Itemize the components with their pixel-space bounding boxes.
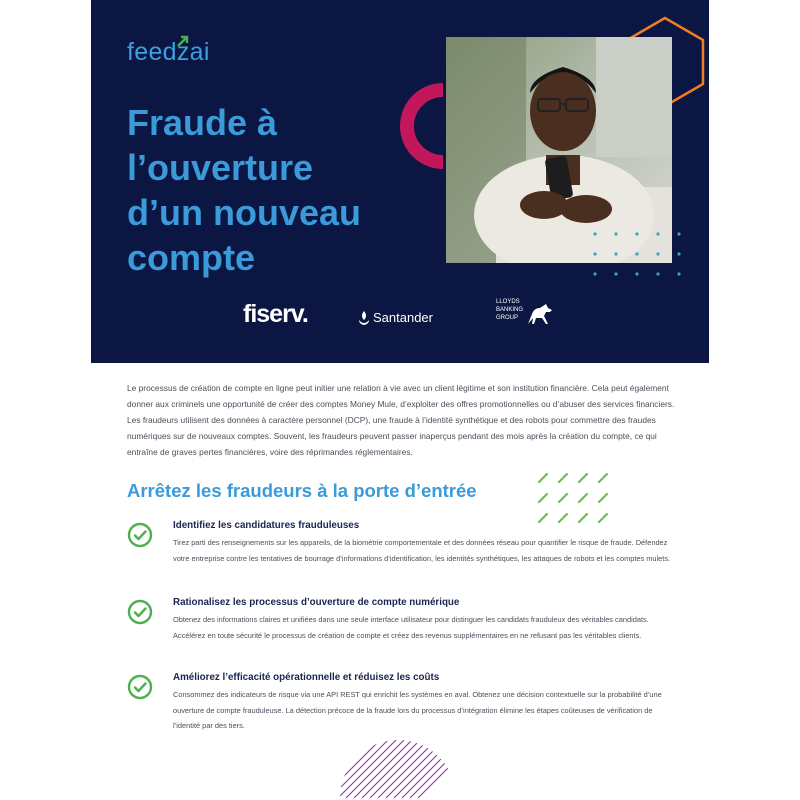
title-line: l’ouverture	[127, 147, 314, 188]
hero-banner	[91, 0, 709, 363]
section-title: Arrêtez les fraudeurs à la porte d’entrée	[127, 480, 477, 501]
lloyds-text: BANKING	[496, 307, 524, 313]
feature-title: Améliorez l’efficacité opérationnelle et réduisez les coûts	[173, 672, 440, 683]
check-circle-icon	[127, 522, 153, 548]
logo-arrow-icon	[177, 35, 189, 47]
feature-title: Identifiez les candidatures frauduleuses	[173, 520, 360, 531]
feature-description: Obtenez des informations claires et unifiées dans une seule interface utilisateur pour distinguer les candidats frauduleux des véritables candidats. Accélérez en toute sécurité le processus de création de compte et créez des revenus supplémentaires en ne refusant pas les véritables clients.	[173, 615, 649, 640]
feature-description: Tirez parti des renseignements sur les appareils, de la biométrie comportementale et des données réseau pour quantifier le risque de fraude. Défendez votre entreprise contre les tentatives de bourrage d’informations d’identification, les identités synthétiques, les attaques de robots et les comptes mulets.	[173, 538, 671, 563]
feature-description: Consommez des indicateurs de risque via une API REST qui enrichit les systèmes en aval. Obtenez une décision contextuelle sur la probabilité d’une ouverture de compte frauduleuse. La détection précoce de la fraude lors du processus d’intégration élimine les étapes coûteuses de vérification de l’identité par des tiers.	[173, 690, 662, 731]
feature-title: Rationalisez les processus d’ouverture de compte numérique	[173, 597, 460, 608]
check-circle-icon	[127, 674, 153, 700]
feature-item	[127, 672, 677, 736]
dot-grid-decoration	[589, 228, 689, 280]
partner-logos	[91, 296, 709, 338]
striped-circle-decoration	[338, 738, 458, 800]
document-page	[91, 0, 709, 800]
fiserv-logo: fiserv.	[243, 300, 308, 328]
black-horse-icon	[524, 300, 556, 328]
feature-item	[127, 597, 677, 661]
lloyds-text: LLOYDS	[496, 299, 520, 305]
santander-logo: Santander	[373, 310, 433, 325]
page-title	[127, 100, 427, 280]
title-line: Fraude à	[127, 102, 278, 143]
feedzai-logo: feedzai	[127, 38, 210, 66]
feature-item	[127, 520, 677, 584]
santander-flame-icon	[357, 310, 371, 326]
lloyds-text: GROUP	[496, 315, 519, 321]
title-line: compte	[127, 237, 256, 278]
check-circle-icon	[127, 599, 153, 625]
green-slash-decoration	[535, 468, 615, 528]
intro-paragraph: Le processus de création de compte en ligne peut initier une relation à vie avec un client légitime et son institution financière. Cela peut également donner aux criminels une opportunité de créer des comptes Money Mule, d’exploiter des offres promotionnelles ou d’abuser des services financiers. Les fraudeurs utilisent des données à caractère personnel (DCP), une fraude à l’identité synthétique et des robots pour commettre des fraudes numériques sur de nouveaux comptes. Souvent, les fraudeurs peuvent passer inaperçus pendant des mois après la création du compte, ce qui entraîne de graves pertes financières, voire des réprimandes réglementaires.	[127, 383, 675, 457]
title-line: d’un nouveau	[127, 192, 361, 233]
